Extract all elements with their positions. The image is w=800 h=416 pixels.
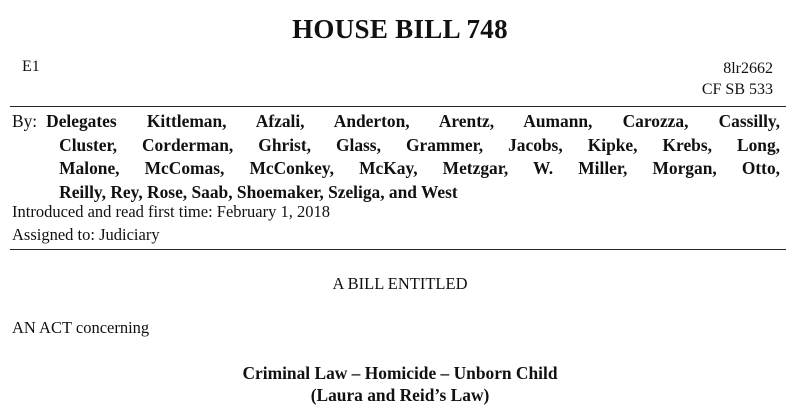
bill-code-left: E1 bbox=[22, 58, 40, 75]
by-label: By: bbox=[12, 111, 38, 131]
bill-title: HOUSE BILL 748 bbox=[292, 14, 508, 44]
divider-top bbox=[10, 106, 786, 107]
sponsor-line: Delegates Kittleman, Afzali, Anderton, Arentz, Aumann, Carozza, Cassilly, bbox=[46, 111, 780, 131]
introduced-date: Introduced and read first time: February 1, 2018 bbox=[12, 202, 330, 221]
bill-entitled-heading: A BILL ENTITLED bbox=[332, 274, 468, 293]
sponsor-line: Reilly, Rey, Rose, Saab, Shoemaker, Szeliga, and West bbox=[59, 181, 458, 202]
subject-line: Criminal Law – Homicide – Unborn Child bbox=[242, 363, 558, 383]
sponsor-list bbox=[46, 110, 780, 204]
cross-file-number: CF SB 533 bbox=[701, 81, 773, 98]
sponsor-block bbox=[12, 110, 780, 204]
drafting-number: 8lr2662 bbox=[723, 60, 773, 77]
act-concerning: AN ACT concerning bbox=[12, 318, 150, 337]
assigned-committee: Assigned to: Judiciary bbox=[12, 225, 160, 244]
subject-short-title: (Laura and Reid’s Law) bbox=[310, 385, 490, 405]
sponsor-line: Cluster, Corderman, Ghrist, Glass, Grammer, Jacobs, Kipke, Krebs, Long, bbox=[59, 134, 780, 155]
sponsor-line: Malone, McComas, McConkey, McKay, Metzgar, W. Miller, Morgan, Otto, bbox=[59, 158, 780, 178]
divider-bottom bbox=[10, 249, 786, 250]
bill-subject bbox=[0, 362, 800, 406]
bill-code-right bbox=[702, 58, 773, 100]
